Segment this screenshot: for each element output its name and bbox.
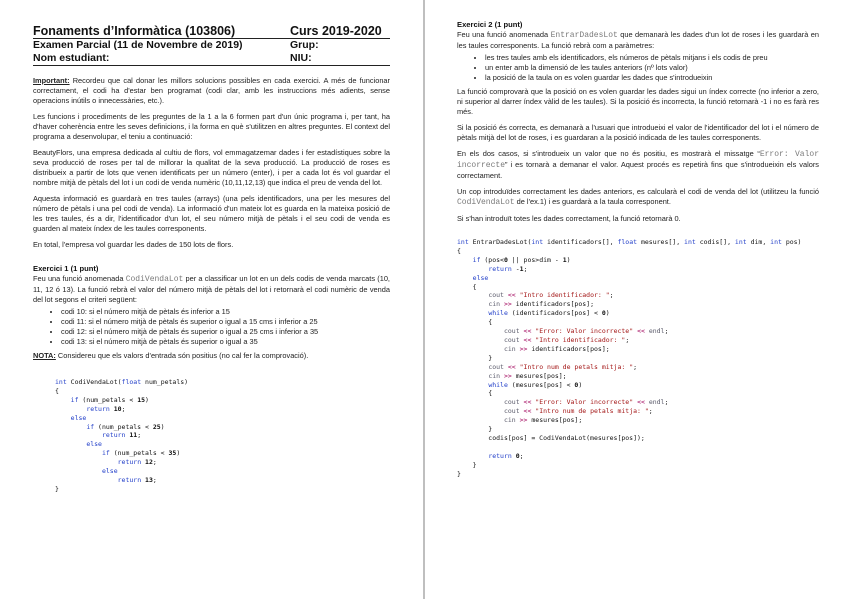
code-line: {	[457, 282, 477, 291]
p4-text-a: Un cop introduïdes correctament les dades anteriors, es calcularà el codi de venda del lot (utilitzeu la funció	[457, 187, 819, 196]
list-item: • les tres taules amb els identificadors, els números de pètals mitjans i els codis de preu	[485, 53, 819, 63]
exercise-2	[457, 20, 819, 230]
code-line: }	[457, 469, 461, 478]
page-right	[425, 0, 848, 599]
code-line: else	[70, 413, 87, 422]
intro-paragraph-4: En total, l'empresa vol guardar les dades de 150 lots de flors.	[33, 240, 234, 249]
code-line: else	[101, 467, 118, 476]
exercise-2-paragraph-5: Si s'han introduït totes les dades correctament, la funció retornarà 0.	[457, 214, 681, 223]
function-name: EntrarDadesLot	[550, 31, 618, 40]
important-text: Recordeu que cal donar les millors solucions possibles en cada exercici. A més de funcionar correctament, el codi ha d'estar ben programat (codi clar, amb les instruccions més adients, sense operacions inútils o innecessàries, etc.).	[33, 76, 390, 105]
code-line: cout << "Error: Valor incorrecte" << endl;	[503, 398, 669, 407]
code-line: else	[86, 440, 102, 449]
list-item: • codi 11: si el número mitjà de pètals és superior o igual a 15 cms i inferior a 25	[61, 317, 390, 327]
code-line: cout << "Intro num de petals mitja: ";	[503, 407, 653, 416]
code-line: cin >> identificadors[pos];	[488, 300, 594, 309]
important-label: Important:	[33, 76, 70, 85]
parameters-list	[457, 53, 819, 83]
code-line: }	[457, 460, 477, 469]
exercise-1-title: Exercici 1 (1 punt)	[33, 264, 99, 273]
note-text: Considereu que els valors d'entrada són positius (no cal fer la comprovació).	[55, 351, 309, 360]
intro-paragraph-3: Aquesta informació es guardarà en tres taules (arrays) (una pels identificadors, una per les mesures del número de pètals i una pel codi de venda). La informació d'un mateix lot es guarda en la mateixa posició de les tres taules, és a dir, l'identificador d'un lot, el seu número mitjà de pètals i el seu codi de venda es guarden al mateix índex de les taules corresponents.	[33, 194, 390, 233]
code-line: cout << "Error: Valor incorrecte" << endl;	[503, 327, 669, 336]
code-line: {	[457, 246, 461, 255]
code-block-1	[55, 378, 188, 494]
error-message: Error: Valor incorrecte	[457, 150, 819, 170]
code-line: }	[55, 484, 59, 493]
code-line: {	[457, 318, 493, 327]
exercise-2-text-a: Feu una funció anomenada	[457, 30, 551, 39]
page-left	[0, 0, 423, 599]
group-label: Grup:	[290, 39, 319, 51]
header-rule	[33, 65, 390, 66]
intro-paragraph-1: Les funcions i procediments de les preguntes de la 1 a la 6 formen part d'un únic programa i, per tant, ha d'haver coherència entre les seves definicions, i la forma en què s'utilitzen en altres preguntes. El context del programa a desenvolupar, el teniu a continuació:	[33, 112, 390, 141]
code-line: {	[55, 386, 59, 395]
function-ref: CodiVendaLot	[457, 198, 515, 207]
code-line: if (pos<0 || pos>dim - 1)	[472, 255, 571, 264]
note-label: NOTA:	[33, 351, 56, 360]
code-line: while (identificadors[pos] < 0)	[488, 309, 610, 318]
function-name: CodiVendaLot	[125, 275, 184, 284]
exercise-2-paragraph-3	[457, 149, 819, 181]
list-item: • codi 13: si el número mitjà de pètals és superior o igual a 35	[61, 337, 390, 347]
code-line: int CodiVendaLot(float num_petals)	[55, 378, 189, 386]
intro-section	[33, 76, 390, 256]
code-line: }	[457, 425, 493, 434]
important-paragraph	[33, 76, 390, 106]
list-item: • codi 10: si el número mitjà de pètals és inferior a 15	[61, 307, 390, 317]
code-line: else	[472, 273, 489, 282]
student-name-label: Nom estudiant:	[33, 52, 110, 64]
code-line: cout << "Intro num de petals mitja: ";	[488, 362, 638, 371]
exercise-2-paragraph-4	[457, 187, 819, 208]
code-line: return 11;	[101, 431, 142, 440]
code-line: return 10;	[86, 404, 126, 413]
code-line: if (num_petals < 25)	[86, 422, 165, 431]
code-line: return 12;	[117, 458, 157, 467]
code-line: while (mesures[pos] < 0)	[488, 380, 583, 389]
exercise-2-paragraph-1: La funció comprovarà que la posició on es volen guardar les dades sigui un índex correcte (no inferior a zero, ni superior al darrer índex vàlid de les taules). Si la posició és incorrecta, la funció retornarà -1 i no es farà res més.	[457, 87, 819, 116]
criteria-list	[33, 307, 390, 347]
code-line: cout << "Intro identificador: ";	[488, 291, 614, 300]
exercise-1-text-b: per a classificar un lot en un dels codis de venda marcats (10, 11, 12 ó 13). La funció rebrà el valor del número mitjà de pètals del lot i retornarà el codi numèric de venda del lot segons el criteri següent:	[33, 274, 390, 304]
exam-title: Fonaments d’Informàtica (103806)	[33, 24, 236, 38]
code-line: cout << "Intro identificador: ";	[503, 335, 630, 344]
exercise-2-paragraph-2: Si la posició és correcta, es demanarà a l'usuari que introdueixi el valor de l'identificador del lot i el número de pètals mitjà del lot de roses, i es guardaran a la posició indicada de les taules corresponents.	[457, 123, 819, 142]
code-line: cin >> mesures[pos];	[503, 416, 583, 425]
intro-paragraph-2: BeautyFlors, una empresa dedicada al cultiu de flors, vol emmagatzemar dades i fer estadístiques sobre la seva producció de roses per tal de millorar la qualitat de la seva producció. La producció de roses es distribueix a partir de lots que venen identificats per un número (enter), i per a cada lot és vol guardar el nombre mitjà de pètals del lot i un codi de venda numèric (10,11,12,13) que indica el preu de venda del lot.	[33, 148, 390, 187]
code-line	[457, 443, 801, 452]
code-block-2	[457, 238, 801, 478]
p4-text-b: de l'ex.1) i es guardarà a la taula corresponent.	[514, 197, 671, 206]
course-year: Curs 2019-2020	[290, 24, 382, 38]
code-line: cin >> mesures[pos];	[488, 371, 567, 380]
list-item: • la posició de la taula on es volen guardar les dades que s'introdueixin	[485, 73, 819, 83]
code-line: {	[457, 389, 493, 398]
exercise-1	[33, 264, 390, 367]
code-line: if (num_petals < 35)	[101, 449, 181, 458]
code-line: int EntrarDadesLot(int identificadors[], float mesures[], int codis[], int dim, int pos)	[457, 238, 802, 246]
exercise-2-title: Exercici 2 (1 punt)	[457, 20, 523, 29]
p3-text-b: ” i es tornarà a demanar el valor. Aquest procés es repetirà fins que s'introdueixin els valors correctament.	[457, 160, 819, 180]
exercise-2-statement	[457, 30, 819, 51]
code-line: return -1;	[488, 264, 528, 273]
p3-text-a: En els dos casos, si s'introdueix un valor que no és positiu, es mostrarà el missatge “	[457, 149, 760, 158]
exercise-1-statement	[33, 274, 390, 305]
exam-date: Examen Parcial (11 de Novembre de 2019)	[33, 39, 243, 51]
code-line: if (num_petals < 15)	[70, 395, 149, 404]
code-line: codis[pos] = CodiVendaLot(mesures[pos]);	[457, 433, 645, 442]
exercise-1-text-a: Feu una funció anomenada	[33, 274, 126, 283]
niu-label: NIU:	[290, 52, 312, 64]
exercise-2-text-b: que demanarà les dades d'un lot de roses i les guardarà en les taules corresponents. La funció rebrà com a paràmetres:	[457, 30, 819, 50]
code-line: cin >> identificadors[pos];	[503, 344, 610, 353]
list-item: • un enter amb la dimensió de les taules anteriors (nº lots valor)	[485, 63, 819, 73]
note	[33, 351, 390, 361]
code-line: return 0;	[488, 451, 524, 460]
code-line: }	[457, 353, 493, 362]
code-line: return 13;	[117, 475, 157, 484]
list-item: • codi 12: si el número mitjà de pètals és superior o igual a 25 cms i inferior a 35	[61, 327, 390, 337]
